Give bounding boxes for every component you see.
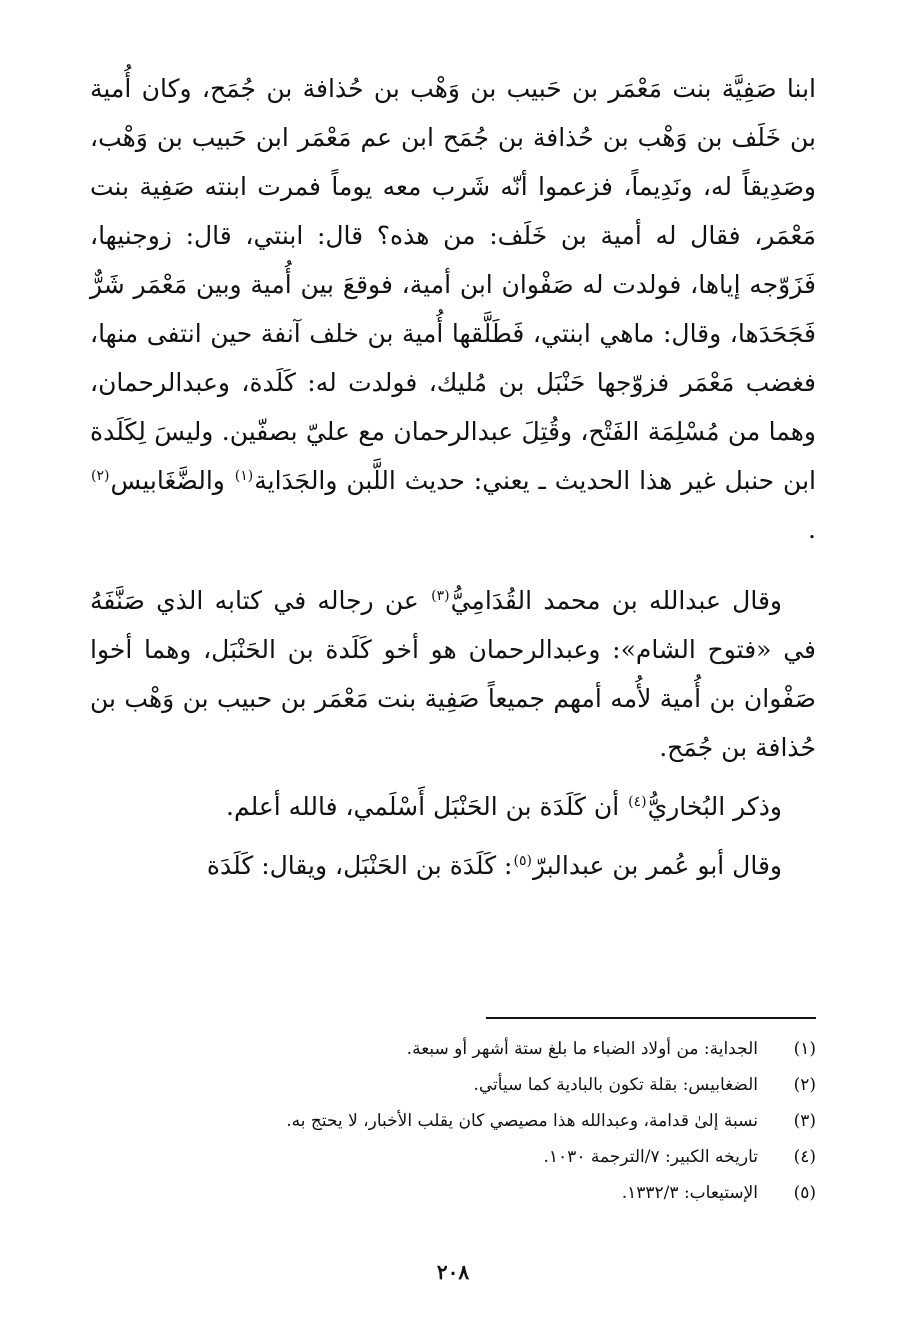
footnote-number: (٤) xyxy=(793,1147,816,1167)
paragraph-text: وذكر البُخاريُّ xyxy=(647,792,782,821)
paragraph-text: ابنا صَفِيَّة بنت مَعْمَر بن حَبيب بن وَهْب بن حُذافة بن جُمَح، وكان أُمية بن خَلَف بن وَهْب بن حُذافة بن جُمَح ابن عم مَعْمَر ابن حَبيب بن وَهْب، وصَدِيقاً له، ونَدِيماً، فزعموا أنّه شَرب معه يوماً فمرت ابنته صَفِية بنت مَعْمَر، فقال له أمية بن خَلَف: من هذه؟ قال: ابنتي، قال: زوجنيها، فَزَوّجه إياها، فولدت له صَفْوان ابن أمية، فوقعَ بين أُمية وبين مَعْمَر شَرٌّ فَجَحَدَها، وقال: ماهي ابنتي، فَطَلَّقها أُمية بن خلف آنفة حين انتفى منها، فغضب مَعْمَر فزوّجها حَنْبَل بن مُليك، فولدت له: كَلَدة، وعبدالرحمان، وهما من مُسْلِمَة الفَتْح، وقُتِلَ عبدالرحمان مع عليّ بصفّين. وليسَ لِكَلَدة ابن حنبل غير هذا الحديث ـ يعني: حديث اللَّبن والجَدَاية xyxy=(90,74,816,495)
page-number: ٢٠٨ xyxy=(436,1260,470,1284)
footnote-item xyxy=(90,1105,816,1138)
footnote-reference: (٣) xyxy=(431,587,450,604)
footnote-text: تاريخه الكبير: ٧/الترجمة ١٠٣٠. xyxy=(543,1147,758,1167)
footnote-text: الإستيعاب: ١٣٣٢/٣. xyxy=(621,1183,758,1203)
footnote-number: (٣) xyxy=(793,1111,816,1131)
footnote-text: الضغابيس: بقلة تكون بالبادية كما سيأتي. xyxy=(473,1075,758,1095)
footnote-reference: (١) xyxy=(234,467,254,484)
footnote-item xyxy=(90,1069,816,1102)
paragraph-text: . xyxy=(808,515,816,544)
footnote-separator xyxy=(486,1017,816,1019)
footnote-item xyxy=(90,1177,816,1210)
paragraph-text: والضَّغَابيس xyxy=(110,466,234,495)
paragraph xyxy=(90,841,816,890)
footnote-number: (١) xyxy=(793,1039,816,1059)
paragraph xyxy=(90,576,816,772)
footnote-text: نسبة إلىٰ قدامة، وعبدالله هذا مصيصي كان يقلب الأخبار، لا يحتج به. xyxy=(286,1111,758,1131)
main-text xyxy=(90,64,816,890)
paragraph xyxy=(90,782,816,831)
footnotes-list xyxy=(90,1030,816,1210)
footnote-number: (٥) xyxy=(793,1183,816,1203)
footnote-reference: (٢) xyxy=(91,467,110,484)
paragraph-text: وقال أبو عُمر بن عبدالبرّ xyxy=(532,851,782,880)
footnote-text: الجداية: من أولاد الضباء ما بلغ ستة أشهر أو سبعة. xyxy=(406,1039,758,1059)
footnote-reference: (٤) xyxy=(628,793,647,810)
paragraph xyxy=(90,64,816,554)
footnote-number: (٢) xyxy=(793,1075,816,1095)
paragraph-text: أن كَلَدَة بن الحَنْبَل أَسْلَمي، فالله أعلم. xyxy=(226,792,628,821)
book-page xyxy=(90,64,816,1304)
paragraph-text: عن رجاله في كتابه الذي صَنَّفَهُ في «فتوح الشام»: وعبدالرحمان هو أخو كَلَدة بن الحَنْبَل، وهما أخوا صَفْوان بن أُمية لأُمه أمهم جميعاً صَفِية بنت مَعْمَر بن حبيب بن وَهْب بن حُذافة بن جُمَح. xyxy=(90,586,816,762)
footnote-item xyxy=(90,1033,816,1066)
footnote-item xyxy=(90,1141,816,1174)
paragraph-text: : كَلَدَة بن الحَنْبَل، ويقال: كَلَدَة xyxy=(206,851,513,880)
paragraph-text: وقال عبدالله بن محمد القُدَامِيُّ xyxy=(450,586,782,615)
footnote-reference: (٥) xyxy=(513,852,532,869)
